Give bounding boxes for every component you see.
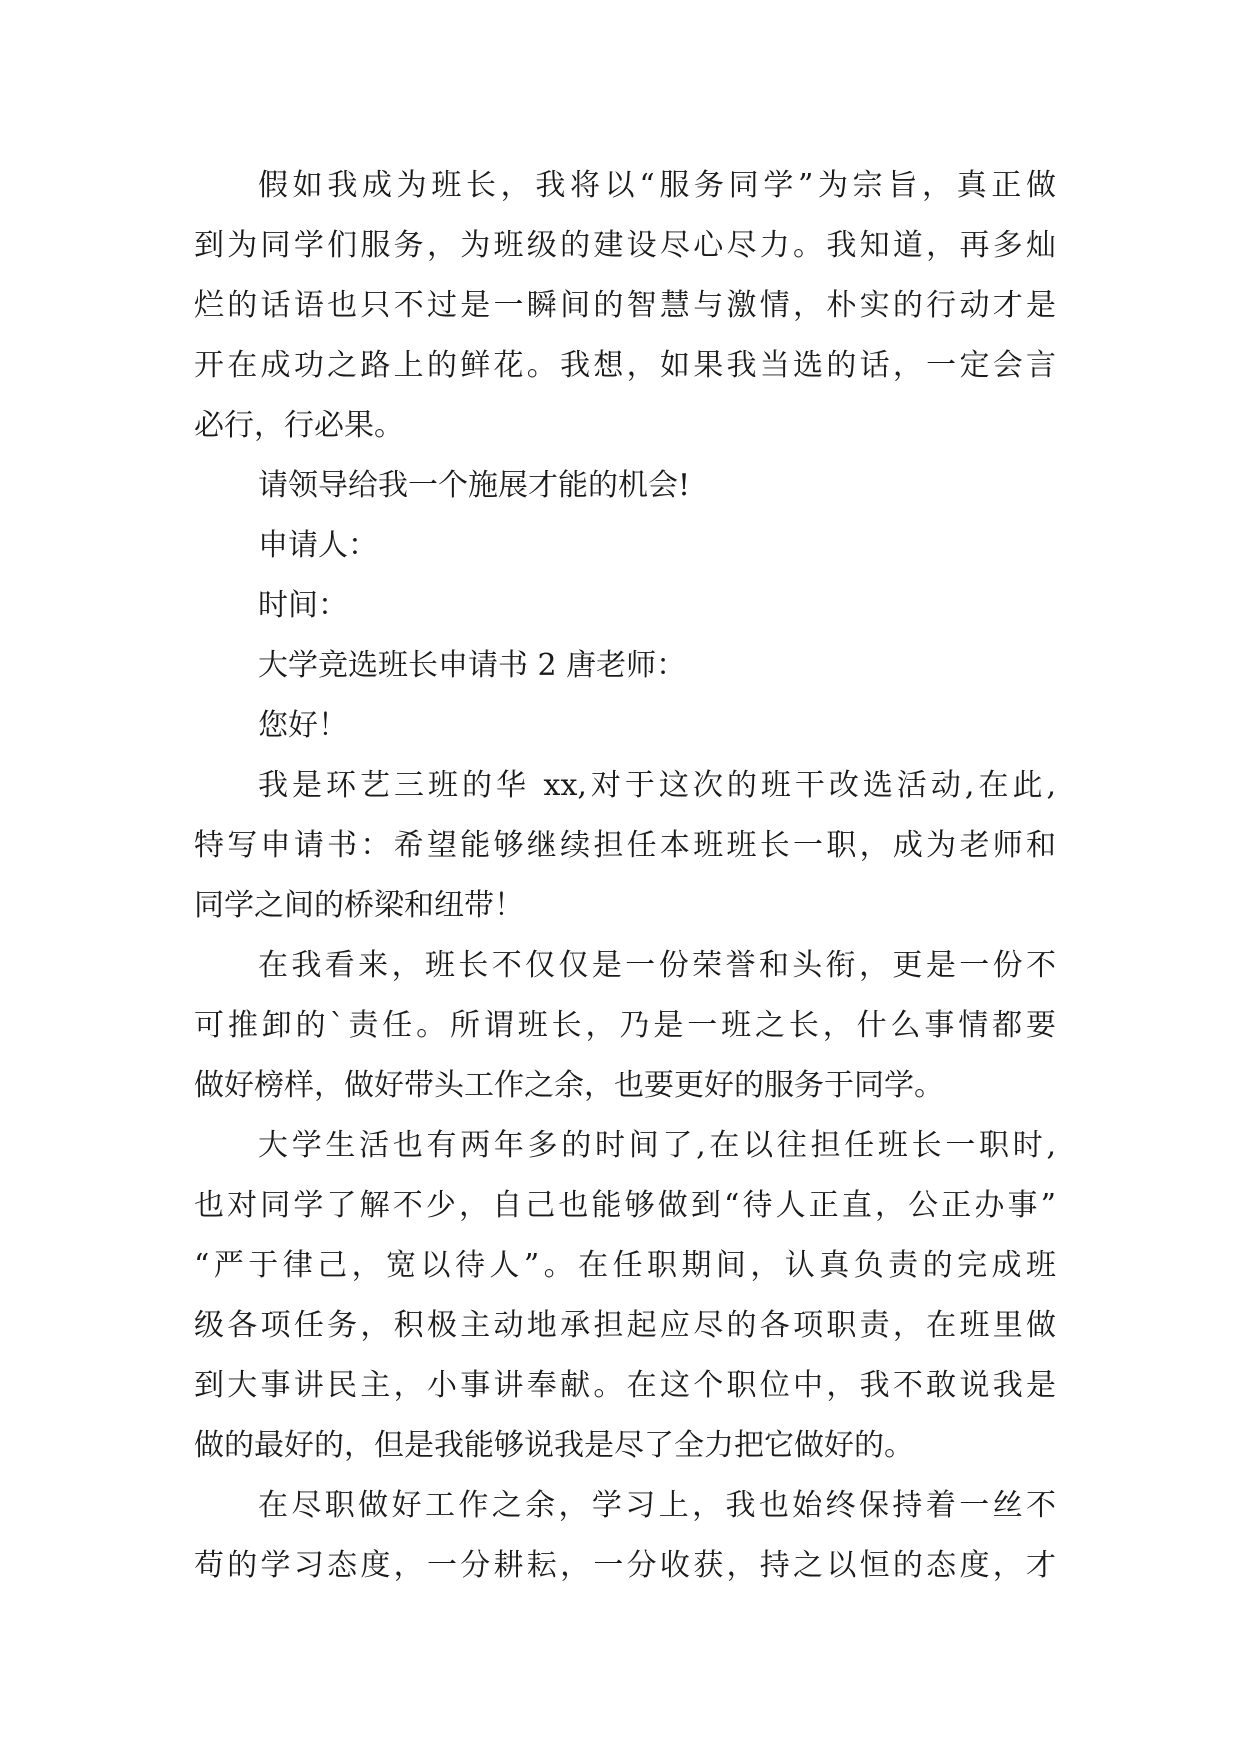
paragraph-9-line-2: 也对同学了解不少，自己也能够做到“待人正直，公正办事”	[194, 1188, 1056, 1223]
paragraph-10-line-2: 苟的学习态度，一分耕耘，一分收获，持之以恒的态度，才	[194, 1548, 1056, 1583]
paragraph-8-line-1: 在我看来，班长不仅仅是一份荣誉和头衔，更是一份不	[258, 948, 1056, 983]
paragraph-7-line-2: 特写申请书：希望能够继续担任本班班长一职，成为老师和	[194, 828, 1056, 863]
paragraph-9-line-4: 级各项任务，积极主动地承担起应尽的各项职责，在班里做	[194, 1308, 1056, 1343]
greeting-line: 您好！	[258, 708, 348, 743]
request-opportunity-line: 请领导给我一个施展才能的机会!	[258, 468, 691, 503]
applicant-label: 申请人：	[258, 528, 378, 563]
paragraph-1-line-5: 必行，行必果。	[194, 408, 404, 443]
paragraph-1-line-1: 假如我成为班长，我将以“服务同学”为宗旨，真正做	[258, 168, 1056, 203]
paragraph-1-line-2: 到为同学们服务，为班级的建设尽心尽力。我知道，再多灿	[194, 228, 1056, 263]
paragraph-8-line-2: 可推卸的`责任。所谓班长，乃是一班之长，什么事情都要	[194, 1008, 1056, 1043]
paragraph-7-line-1: 我是环艺三班的华 xx,对于这次的班干改选活动,在此,	[258, 768, 1056, 803]
paragraph-9-line-6: 做的最好的，但是我能够说我是尽了全力把它做好的。	[194, 1428, 914, 1463]
document-body	[194, 156, 1056, 1596]
paragraph-8-line-3: 做好榜样，做好带头工作之余，也要更好的服务于同学。	[194, 1068, 944, 1103]
date-label: 时间：	[258, 588, 348, 623]
paragraph-9-line-5: 到大事讲民主，小事讲奉献。在这个职位中，我不敢说我是	[194, 1368, 1056, 1403]
paragraph-9-line-1: 大学生活也有两年多的时间了,在以往担任班长一职时,	[258, 1128, 1056, 1163]
paragraph-9-line-3: “严于律己，宽以待人”。在任职期间，认真负责的完成班	[194, 1248, 1056, 1283]
paragraph-1-line-3: 烂的话语也只不过是一瞬间的智慧与激情，朴实的行动才是	[194, 288, 1056, 323]
paragraph-1-line-4: 开在成功之路上的鲜花。我想，如果我当选的话，一定会言	[194, 348, 1056, 383]
paragraph-7-line-3: 同学之间的桥梁和纽带！	[194, 888, 524, 923]
paragraph-10-line-1: 在尽职做好工作之余，学习上，我也始终保持着一丝不	[258, 1488, 1056, 1523]
section-heading-salutation: 大学竞选班长申请书 2 唐老师：	[258, 648, 687, 683]
